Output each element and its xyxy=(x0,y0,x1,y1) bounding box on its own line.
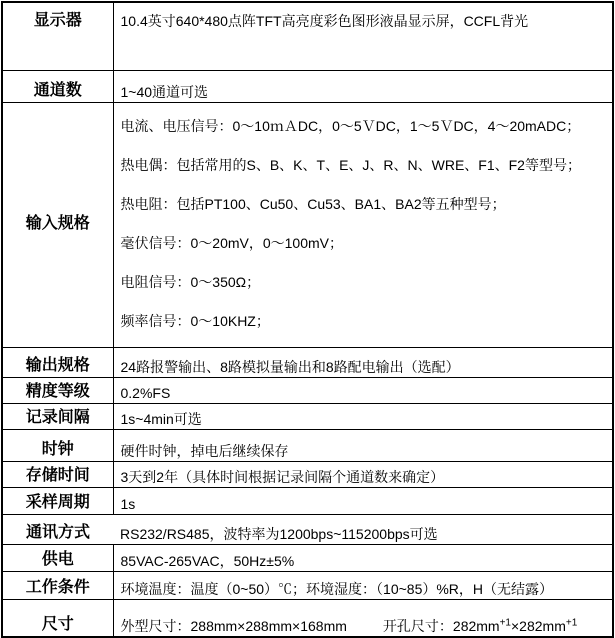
spec-value-output: 24路报警输出、8路模拟量输出和8路配电输出（选配） xyxy=(113,348,613,378)
spec-value-clock: 硬件时钟，掉电后继续保存 xyxy=(113,430,613,462)
spec-value-communication: RS232/RS485，波特率为1200bps~115200bps可选 xyxy=(113,515,613,545)
input-line-millivolt: 毫伏信号：0～20mV，0～100mV； xyxy=(120,235,344,251)
cutout-tolerance-sup-a: +1 xyxy=(499,617,511,629)
spec-value-sampling-period: 1s xyxy=(113,488,613,515)
table-row-clock xyxy=(2,430,613,462)
table-row-display xyxy=(2,2,613,71)
spec-label-power-supply: 供电 xyxy=(2,545,113,572)
input-line-frequency: 频率信号：0～10KHZ； xyxy=(120,313,270,329)
input-line-resistance: 电阻信号：0～350Ω； xyxy=(120,274,261,290)
spec-label-accuracy: 精度等级 xyxy=(2,378,113,404)
table-row-communication xyxy=(2,515,613,545)
spec-label-input: 输入规格 xyxy=(2,103,113,348)
input-line-current-voltage: 电流、电压信号：0～10ｍＡDC，0～5ＶDC，1～5ＶDC，4～20mADC； xyxy=(120,118,581,134)
spec-value-dimensions xyxy=(113,600,613,638)
spec-label-display: 显示器 xyxy=(2,2,113,71)
spec-label-sampling-period: 采样周期 xyxy=(2,488,113,515)
spec-value-accuracy: 0.2%FS xyxy=(113,378,613,404)
spec-label-output: 输出规格 xyxy=(2,348,113,378)
table-row-output-spec xyxy=(2,348,613,378)
spec-value-working-conditions: 环境温度：温度（0~50）℃；环境湿度：（10~85）%R，H（无结露） xyxy=(113,572,613,600)
table-row-record-interval xyxy=(2,404,613,430)
table-row-channels xyxy=(2,71,613,103)
spec-value-power-supply: 85VAC-265VAC，50Hz±5% xyxy=(113,545,613,572)
spec-value-channels: 1~40通道可选 xyxy=(113,71,613,103)
cutout-mid: ×282mm xyxy=(511,618,566,634)
spec-label-communication: 通讯方式 xyxy=(2,515,113,545)
table-row-storage-time xyxy=(2,462,613,488)
spec-table xyxy=(1,1,614,638)
table-row-working-conditions xyxy=(2,572,613,600)
table-row-accuracy xyxy=(2,378,613,404)
input-line-rtd: 热电阻：包括PT100、Cu50、Cu53、BA1、BA2等五种型号； xyxy=(120,196,506,212)
spec-label-dimensions: 尺寸 xyxy=(2,600,113,638)
table-row-sampling-period xyxy=(2,488,613,515)
spec-value-record-interval: 1s~4min可选 xyxy=(113,404,613,430)
spec-label-channels: 通道数 xyxy=(2,71,113,103)
cutout-tolerance-sup-b: +1 xyxy=(565,617,578,629)
cutout-dimensions-text xyxy=(383,618,577,634)
cutout-prefix: 开孔尺寸：282mm xyxy=(382,618,500,634)
spec-label-working-conditions: 工作条件 xyxy=(2,572,113,600)
spec-label-record-interval: 记录间隔 xyxy=(2,404,113,430)
table-row-input-spec xyxy=(2,103,613,348)
outer-dimensions-text: 外型尺寸：288mm×288mm×168mm xyxy=(120,618,347,634)
input-line-thermocouple: 热电偶：包括常用的S、B、K、T、E、J、R、N、WRE、F1、F2等型号； xyxy=(120,157,581,173)
spec-value-input xyxy=(113,103,613,348)
spec-label-clock: 时钟 xyxy=(2,430,113,462)
spec-label-storage-time: 存储时间 xyxy=(2,462,113,488)
spec-value-display: 10.4英寸640*480点阵TFT高亮度彩色图形液晶显示屏，CCFL背光 xyxy=(113,2,613,71)
table-row-dimensions xyxy=(2,600,613,638)
spec-value-storage-time: 3天到2年（具体时间根据记录间隔个通道数来确定） xyxy=(113,462,613,488)
table-row-power-supply xyxy=(2,545,613,572)
